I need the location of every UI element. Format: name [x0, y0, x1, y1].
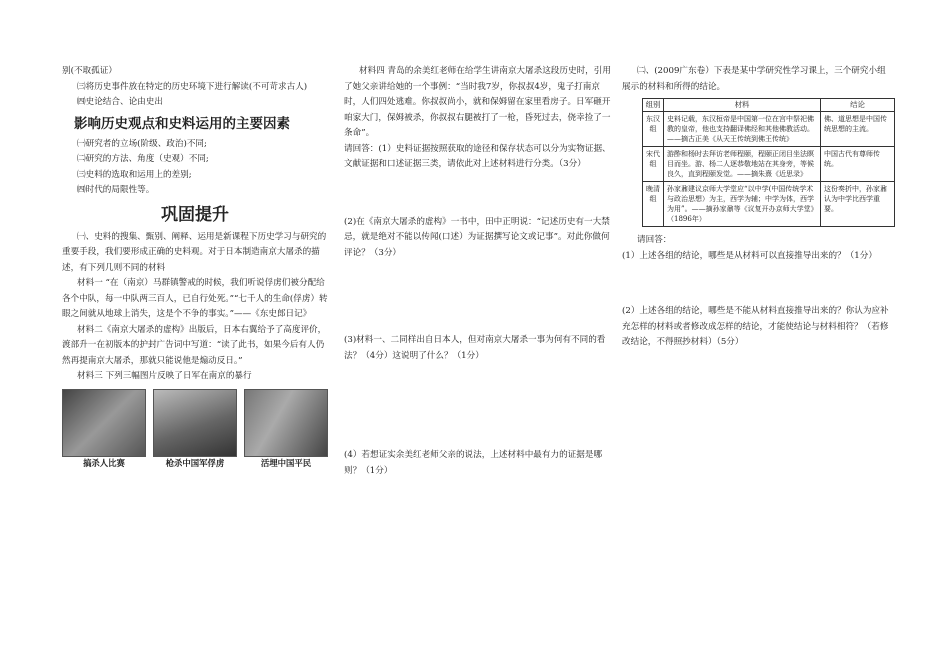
- header-group: 组别: [643, 99, 664, 112]
- factor-2: ㈡研究的方法、角度（史观）不同;: [77, 154, 209, 164]
- group-cell: 宋代组: [643, 147, 664, 182]
- answer-space-1: [344, 173, 612, 215]
- factor-4: ㈣时代的局限性等。: [77, 185, 155, 195]
- conclusion-cell: 中国古代有尊师传统。: [821, 147, 895, 182]
- photo-1: [62, 389, 146, 470]
- photo-killing-contest: [62, 389, 146, 457]
- principle-3: ㈢将历史事件放在特定的历史环境下进行解读(不可苛求古人): [77, 81, 308, 92]
- table-row: [643, 147, 895, 182]
- column-left: [62, 64, 328, 470]
- question-2-intro: ㈡、(2009广东卷）下表是某中学研究性学习课上，三个研究小组展示的材料和所得的结论。: [622, 66, 886, 92]
- column-middle: [344, 64, 612, 479]
- photo-row: [62, 389, 328, 470]
- question-3: (3)材料一、二同样出自日本人，但对南京大屠杀一事为何有不同的看法？（4分）这说明了什么？（1分）: [344, 335, 606, 361]
- answer-space-3: [344, 364, 612, 448]
- study-table: [642, 98, 895, 227]
- table-header-row: [643, 99, 895, 112]
- material-1: 材料一 “在（南京）马群镇警戒的时候，我们听说俘虏们被分配给各个中队，每一中队两三百人，已自行处死。”“七千人的生命(俘虏）转眼之间就从地球上消失，这是个不争的事实。”——《东史郎日记》: [62, 278, 328, 319]
- photo-caption-3: 活埋中国平民: [260, 457, 312, 468]
- please-answer: 请回答：: [637, 235, 672, 245]
- table-question-2: (2）上述各组的结论，哪些是不能从材料直接推导出来的？你认为应补充怎样的材料或者修改成怎样的结论，才能使结论与材料相符？（若修改结论，不得照抄材料）（5分）: [622, 306, 889, 347]
- answer-space-t1: [622, 264, 894, 304]
- material-cell: 游酢和杨时去拜访老师程颐，程颐正闭目坐法瞑目而坐。游、杨二人逐恭敬地站在其身旁，等候良久，直到程颐发觉。——摘朱熹《近思录》: [664, 147, 821, 182]
- factor-1: ㈠研究者的立场(阶级、政治)不同;: [77, 138, 207, 149]
- principle-4: ㈣史论结合、论由史出: [77, 97, 163, 107]
- table-question-1: (1）上述各组的结论，哪些是从材料可以直接推导出来的？（1分）: [622, 250, 877, 261]
- conclusion-cell: 这份奏折中，孙家鼐认为中学比西学重要。: [821, 182, 895, 227]
- material-3: 材料三 下列三幅图片反映了日军在南京的暴行: [77, 371, 252, 381]
- photo-caption-1: 搞杀人比赛: [83, 457, 125, 468]
- photo-2: [153, 389, 237, 470]
- answer-space-2: [344, 261, 612, 333]
- conclusion-cell: 佛、道思想是中国传统思想的主流。: [821, 112, 895, 147]
- heading-consolidate: 巩固提升: [161, 204, 229, 225]
- question-2: (2)在《南京大屠杀的虚构》一书中，田中正明说：“记述历史有一大禁忌，就是绝对不能以传闻(口述）为证据撰写论文或记事”。对此你做何评论？（3分）: [344, 216, 610, 258]
- intro-line: 别(不取孤证）: [62, 66, 117, 76]
- table-row: [643, 182, 895, 227]
- factor-3: ㈢史料的选取和运用上的差别;: [77, 169, 192, 180]
- question-intro: ㈠、史料的搜集、甄别、阐释、运用是新课程下历史学习与研究的重要手段，我们要形成正确的史料观。对于日本制造南京大屠杀的描述，有下列几则不同的材料: [62, 231, 327, 273]
- material-2: 材料二《南京大屠杀的虚构》出版后，日本右翼给予了高度评价，渡部升一在初版本的护封广告词中写道：“读了此书，如果今后有人仍然再提南京大屠杀，那就只能说他是煽动反日。”: [62, 324, 327, 366]
- column-right: [622, 64, 894, 351]
- group-cell: 东汉组: [643, 112, 664, 147]
- material-cell: 史料记载，东汉桓帝是中国第一位在宫中祭祀佛教的皇帝，他也支持翻译佛经和其他佛教活动。——摘古正美《从天王传统到佛王传统》: [664, 112, 821, 147]
- heading-factors: 影响历史观点和史料运用的主要因素: [74, 115, 290, 132]
- photo-3: [244, 389, 328, 470]
- table-row: [643, 112, 895, 147]
- question-4: (4）若想证实余美红老师父亲的说法，上述材料中最有力的证据是哪则？（1分）: [344, 450, 603, 476]
- photo-burying-civilians: [244, 389, 328, 457]
- header-conclusion: 结论: [821, 99, 895, 112]
- group-cell: 晚清组: [643, 182, 664, 227]
- header-material: 材料: [664, 99, 821, 112]
- photo-caption-2: 枪杀中国军俘虏: [165, 457, 225, 468]
- material-cell: 孙家鼐建议京师大学堂应“以中学(中国传统学术与政治思想）为主，西学为辅；中学为体，西学为用”。——摘孙家鼐等《议复开办京师大学堂》（1896年）: [664, 182, 821, 227]
- material-4: 材料四 青岛的余美红老师在给学生讲南京大屠杀这段历史时，引用了她父亲讲给她的一个事例：“当时我7岁，你叔叔4岁，鬼子打南京时，人们四处逃难。你叔叔尚小，就和保姆留在家里看房子。日军砸开咱家大门，保姆被杀，你叔叔右腿被打了一枪，昏死过去，侥幸捡了一条命”。: [344, 66, 611, 138]
- question-1: 请回答：(1）史料证据按照获取的途径和保存状态可以分为实物证据、文献证据和口述证据三类，请依此对上述材料进行分类。（3分）: [344, 143, 611, 169]
- photo-shooting-pows: [153, 389, 237, 457]
